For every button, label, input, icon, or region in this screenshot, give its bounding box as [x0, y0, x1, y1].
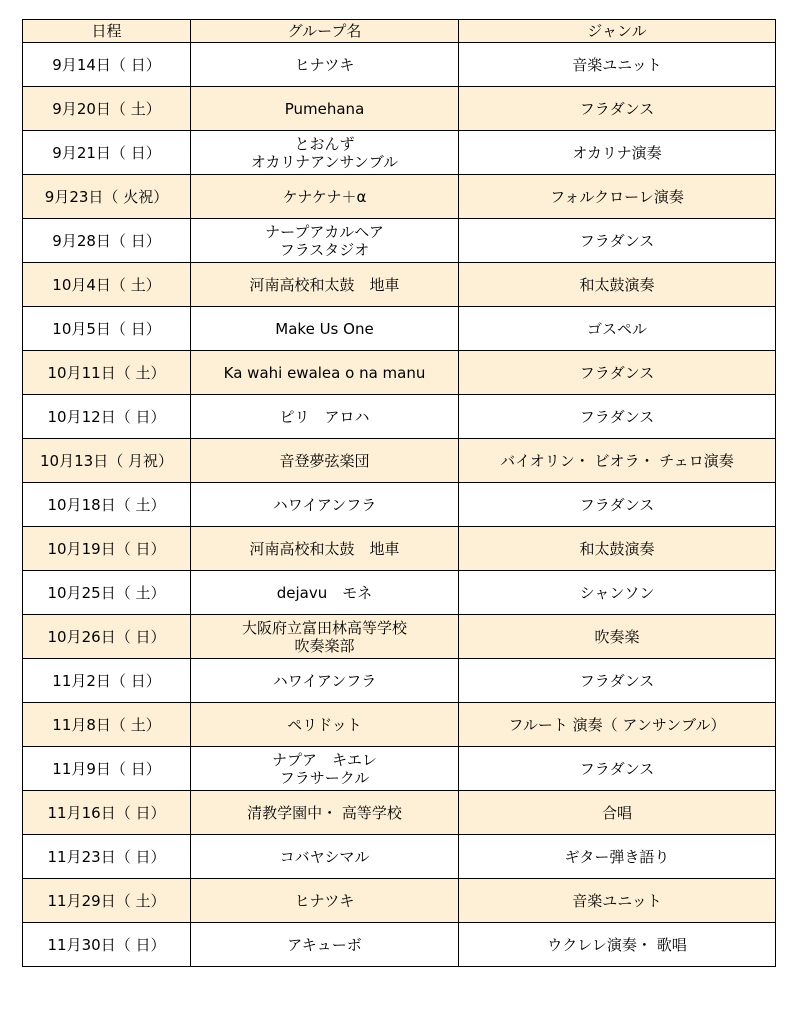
- date-cell: 11月9日（ 日）: [23, 747, 191, 791]
- table-row: [23, 791, 776, 835]
- group-cell: Ka wahi ewalea o na manu: [191, 351, 459, 395]
- table-row: [23, 879, 776, 923]
- genre-cell: ゴスペル: [459, 307, 776, 351]
- group-cell: コバヤシマル: [191, 835, 459, 879]
- genre-cell: フラダンス: [459, 659, 776, 703]
- genre-cell: ウクレレ演奏・ 歌唱: [459, 923, 776, 967]
- date-cell: 9月28日（ 日）: [23, 219, 191, 263]
- genre-cell: 和太鼓演奏: [459, 527, 776, 571]
- genre-cell: バイオリン・ ビオラ・ チェロ演奏: [459, 439, 776, 483]
- group-cell: ヒナツキ: [191, 879, 459, 923]
- table-row: [23, 923, 776, 967]
- date-cell: 9月20日（ 土）: [23, 87, 191, 131]
- table-header: [23, 20, 776, 43]
- table-row: [23, 747, 776, 791]
- group-cell: ヒナツキ: [191, 43, 459, 87]
- group-cell: ハワイアンフラ: [191, 483, 459, 527]
- date-cell: 10月25日（ 土）: [23, 571, 191, 615]
- group-cell: Make Us One: [191, 307, 459, 351]
- date-cell: 9月21日（ 日）: [23, 131, 191, 175]
- table-row: [23, 527, 776, 571]
- group-cell: ケナケナ＋α: [191, 175, 459, 219]
- date-cell: 11月2日（ 日）: [23, 659, 191, 703]
- genre-cell: 合唱: [459, 791, 776, 835]
- group-cell: ナープアカルヘア フラスタジオ: [191, 219, 459, 263]
- table-row: [23, 659, 776, 703]
- group-cell: ナプア キエレ フラサークル: [191, 747, 459, 791]
- date-cell: 10月19日（ 日）: [23, 527, 191, 571]
- date-cell: 11月16日（ 日）: [23, 791, 191, 835]
- genre-cell: フラダンス: [459, 395, 776, 439]
- group-cell: とおんず オカリナアンサンブル: [191, 131, 459, 175]
- header-date: 日程: [23, 20, 191, 43]
- date-cell: 10月4日（ 土）: [23, 263, 191, 307]
- date-cell: 11月23日（ 日）: [23, 835, 191, 879]
- genre-cell: フラダンス: [459, 87, 776, 131]
- genre-cell: シャンソン: [459, 571, 776, 615]
- genre-cell: 吹奏楽: [459, 615, 776, 659]
- table-row: [23, 351, 776, 395]
- date-cell: 10月11日（ 土）: [23, 351, 191, 395]
- genre-cell: フラダンス: [459, 483, 776, 527]
- table-row: [23, 307, 776, 351]
- date-cell: 10月26日（ 日）: [23, 615, 191, 659]
- genre-cell: 音楽ユニット: [459, 43, 776, 87]
- table-row: [23, 395, 776, 439]
- table-row: [23, 87, 776, 131]
- table-body: [23, 43, 776, 967]
- date-cell: 11月30日（ 日）: [23, 923, 191, 967]
- group-cell: 大阪府立富田林高等学校 吹奏楽部: [191, 615, 459, 659]
- date-cell: 9月23日（ 火祝）: [23, 175, 191, 219]
- table-row: [23, 615, 776, 659]
- group-cell: ピリ アロハ: [191, 395, 459, 439]
- header-group: グループ名: [191, 20, 459, 43]
- genre-cell: 音楽ユニット: [459, 879, 776, 923]
- date-cell: 11月29日（ 土）: [23, 879, 191, 923]
- group-cell: Pumehana: [191, 87, 459, 131]
- genre-cell: フォルクローレ演奏: [459, 175, 776, 219]
- table-row: [23, 43, 776, 87]
- table-row: [23, 263, 776, 307]
- group-cell: 清教学園中・ 高等学校: [191, 791, 459, 835]
- date-cell: 9月14日（ 日）: [23, 43, 191, 87]
- group-cell: ハワイアンフラ: [191, 659, 459, 703]
- table-row: [23, 483, 776, 527]
- table-row: [23, 835, 776, 879]
- group-cell: ペリドット: [191, 703, 459, 747]
- table-row: [23, 131, 776, 175]
- genre-cell: フラダンス: [459, 747, 776, 791]
- table-row: [23, 175, 776, 219]
- table-row: [23, 703, 776, 747]
- table-row: [23, 571, 776, 615]
- table-row: [23, 219, 776, 263]
- group-cell: 河南高校和太鼓 地車: [191, 263, 459, 307]
- genre-cell: ギター弾き語り: [459, 835, 776, 879]
- group-cell: 音登夢弦楽団: [191, 439, 459, 483]
- genre-cell: フラダンス: [459, 219, 776, 263]
- group-cell: アキューボ: [191, 923, 459, 967]
- genre-cell: オカリナ演奏: [459, 131, 776, 175]
- date-cell: 10月13日（ 月祝）: [23, 439, 191, 483]
- header-row: [23, 20, 776, 43]
- genre-cell: 和太鼓演奏: [459, 263, 776, 307]
- schedule-table: [22, 19, 776, 967]
- group-cell: 河南高校和太鼓 地車: [191, 527, 459, 571]
- genre-cell: フラダンス: [459, 351, 776, 395]
- date-cell: 10月18日（ 土）: [23, 483, 191, 527]
- table-row: [23, 439, 776, 483]
- group-cell: dejavu モネ: [191, 571, 459, 615]
- header-genre: ジャンル: [459, 20, 776, 43]
- genre-cell: フルート 演奏（ アンサンブル）: [459, 703, 776, 747]
- date-cell: 10月5日（ 日）: [23, 307, 191, 351]
- date-cell: 11月8日（ 土）: [23, 703, 191, 747]
- date-cell: 10月12日（ 日）: [23, 395, 191, 439]
